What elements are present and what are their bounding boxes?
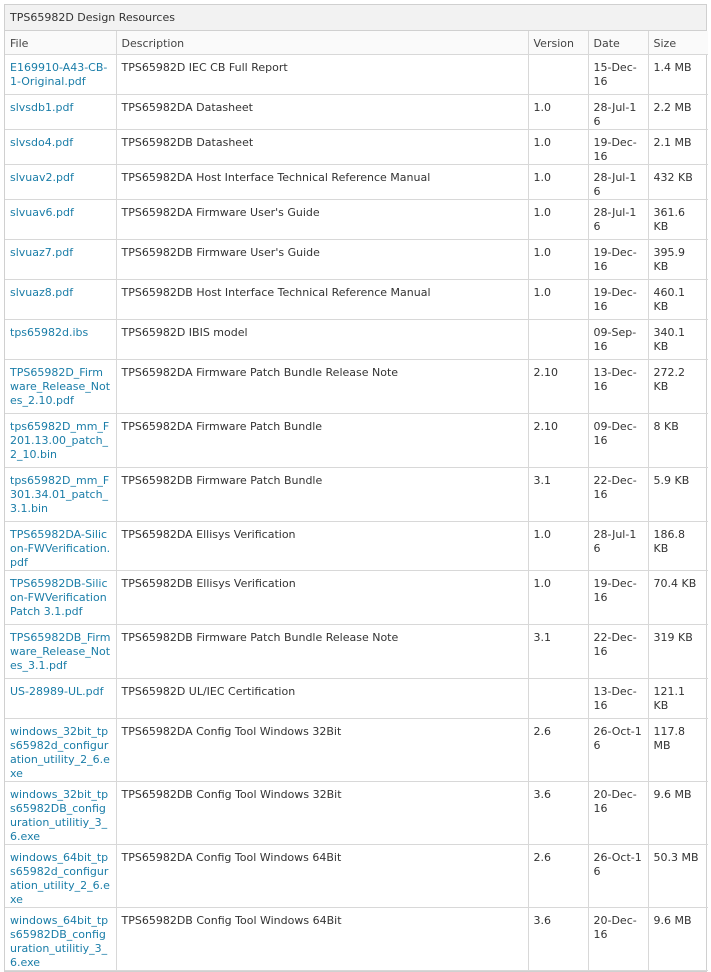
version-cell: 3.1	[528, 625, 588, 679]
description-cell: TPS65982DB Datasheet	[116, 130, 528, 165]
file-link[interactable]: TPS65982DB-Silicon-FWVerification Patch 3.1.pdf	[10, 577, 108, 618]
file-cell	[5, 414, 116, 468]
column-header-size: Size	[648, 31, 708, 55]
date-cell: 22-Dec-16	[588, 468, 648, 522]
file-cell	[5, 55, 116, 95]
date-cell: 09-Sep-16	[588, 320, 648, 360]
date-cell: 26-Oct-16	[588, 719, 648, 782]
file-cell	[5, 240, 116, 280]
date-cell: 20-Dec-16	[588, 908, 648, 971]
file-cell	[5, 95, 116, 130]
table-row	[5, 55, 708, 95]
file-cell	[5, 625, 116, 679]
version-cell: 3.1	[528, 468, 588, 522]
size-cell: 70.4 KB	[648, 571, 708, 625]
column-header-description: Description	[116, 31, 528, 55]
description-cell: TPS65982DB Firmware Patch Bundle	[116, 468, 528, 522]
file-cell	[5, 845, 116, 908]
file-link[interactable]: US-28989-UL.pdf	[10, 685, 104, 698]
column-header-date: Date	[588, 31, 648, 55]
size-cell: 8 KB	[648, 414, 708, 468]
design-resources-panel	[4, 4, 707, 972]
table-row	[5, 200, 708, 240]
version-cell: 1.0	[528, 165, 588, 200]
file-link[interactable]: slvuav6.pdf	[10, 206, 74, 219]
file-link[interactable]: TPS65982DB_Firmware_Release_Notes_3.1.pdf	[10, 631, 111, 672]
description-cell: TPS65982DA Firmware Patch Bundle	[116, 414, 528, 468]
date-cell: 19-Dec-16	[588, 240, 648, 280]
file-cell	[5, 165, 116, 200]
resources-table	[5, 31, 708, 971]
table-row	[5, 468, 708, 522]
table-row	[5, 679, 708, 719]
date-cell: 19-Dec-16	[588, 280, 648, 320]
file-link[interactable]: slvsdo4.pdf	[10, 136, 74, 149]
description-cell: TPS65982DA Ellisys Verification	[116, 522, 528, 571]
description-cell: TPS65982DB Config Tool Windows 64Bit	[116, 908, 528, 971]
file-cell	[5, 320, 116, 360]
version-cell: 2.10	[528, 414, 588, 468]
size-cell: 2.1 MB	[648, 130, 708, 165]
file-link[interactable]: windows_64bit_tps65982d_configuration_utility_2_6.exe	[10, 851, 110, 906]
file-link[interactable]: tps65982D_mm_F201.13.00_patch_2_10.bin	[10, 420, 110, 461]
version-cell: 2.6	[528, 719, 588, 782]
file-link[interactable]: E169910-A43-CB-1-Original.pdf	[10, 61, 108, 88]
date-cell: 26-Oct-16	[588, 845, 648, 908]
table-row	[5, 522, 708, 571]
description-cell: TPS65982DB Ellisys Verification	[116, 571, 528, 625]
file-link[interactable]: TPS65982DA-Silicon-FWVerification.pdf	[10, 528, 111, 569]
table-row	[5, 165, 708, 200]
size-cell: 2.2 MB	[648, 95, 708, 130]
size-cell: 395.9 KB	[648, 240, 708, 280]
description-cell: TPS65982D IBIS model	[116, 320, 528, 360]
description-cell: TPS65982DA Datasheet	[116, 95, 528, 130]
table-row	[5, 571, 708, 625]
size-cell: 9.6 MB	[648, 782, 708, 845]
description-cell: TPS65982D IEC CB Full Report	[116, 55, 528, 95]
table-row	[5, 130, 708, 165]
version-cell	[528, 679, 588, 719]
size-cell: 432 KB	[648, 165, 708, 200]
file-cell	[5, 360, 116, 414]
version-cell: 2.10	[528, 360, 588, 414]
file-cell	[5, 908, 116, 971]
version-cell: 2.6	[528, 845, 588, 908]
file-cell	[5, 468, 116, 522]
description-cell: TPS65982DB Firmware Patch Bundle Release Note	[116, 625, 528, 679]
file-link[interactable]: TPS65982D_Firmware_Release_Notes_2.10.pdf	[10, 366, 111, 407]
version-cell: 1.0	[528, 200, 588, 240]
description-cell: TPS65982DB Firmware User's Guide	[116, 240, 528, 280]
size-cell: 361.6 KB	[648, 200, 708, 240]
size-cell: 340.1 KB	[648, 320, 708, 360]
column-header-version: Version	[528, 31, 588, 55]
file-link[interactable]: tps65982D_mm_F301.34.01_patch_3.1.bin	[10, 474, 110, 515]
date-cell: 19-Dec-16	[588, 571, 648, 625]
size-cell: 319 KB	[648, 625, 708, 679]
description-cell: TPS65982DA Config Tool Windows 32Bit	[116, 719, 528, 782]
file-cell	[5, 571, 116, 625]
table-row	[5, 625, 708, 679]
table-caption: TPS65982D Design Resources	[5, 5, 706, 31]
date-cell: 13-Dec-16	[588, 679, 648, 719]
version-cell	[528, 320, 588, 360]
description-cell: TPS65982DA Config Tool Windows 64Bit	[116, 845, 528, 908]
column-header-file: File	[5, 31, 116, 55]
description-cell: TPS65982DB Host Interface Technical Reference Manual	[116, 280, 528, 320]
file-link[interactable]: slvsdb1.pdf	[10, 101, 74, 114]
date-cell: 13-Dec-16	[588, 360, 648, 414]
file-link[interactable]: windows_32bit_tps65982d_configuration_utility_2_6.exe	[10, 725, 110, 780]
file-cell	[5, 782, 116, 845]
file-link[interactable]: slvuaz8.pdf	[10, 286, 74, 299]
file-link[interactable]: slvuav2.pdf	[10, 171, 74, 184]
file-cell	[5, 522, 116, 571]
table-row	[5, 845, 708, 908]
date-cell: 09-Dec-16	[588, 414, 648, 468]
date-cell: 19-Dec-16	[588, 130, 648, 165]
file-link[interactable]: windows_64bit_tps65982DB_configuration_utilitiy_3_6.exe	[10, 914, 109, 969]
table-row	[5, 280, 708, 320]
table-row	[5, 719, 708, 782]
description-cell: TPS65982DB Config Tool Windows 32Bit	[116, 782, 528, 845]
file-cell	[5, 280, 116, 320]
file-cell	[5, 679, 116, 719]
date-cell: 28-Jul-16	[588, 522, 648, 571]
description-cell: TPS65982DA Firmware User's Guide	[116, 200, 528, 240]
table-row	[5, 908, 708, 971]
date-cell: 28-Jul-16	[588, 165, 648, 200]
date-cell: 20-Dec-16	[588, 782, 648, 845]
file-link[interactable]: slvuaz7.pdf	[10, 246, 74, 259]
version-cell: 1.0	[528, 571, 588, 625]
size-cell: 9.6 MB	[648, 908, 708, 971]
table-row	[5, 782, 708, 845]
file-link[interactable]: windows_32bit_tps65982DB_configuration_utilitiy_3_6.exe	[10, 788, 109, 843]
date-cell: 28-Jul-16	[588, 95, 648, 130]
date-cell: 28-Jul-16	[588, 200, 648, 240]
version-cell	[528, 55, 588, 95]
description-cell: TPS65982DA Firmware Patch Bundle Release Note	[116, 360, 528, 414]
size-cell: 121.1 KB	[648, 679, 708, 719]
table-row	[5, 360, 708, 414]
table-row	[5, 414, 708, 468]
description-cell: TPS65982DA Host Interface Technical Reference Manual	[116, 165, 528, 200]
version-cell: 1.0	[528, 240, 588, 280]
date-cell: 22-Dec-16	[588, 625, 648, 679]
size-cell: 117.8 MB	[648, 719, 708, 782]
size-cell: 460.1 KB	[648, 280, 708, 320]
file-cell	[5, 719, 116, 782]
file-cell	[5, 130, 116, 165]
size-cell: 272.2 KB	[648, 360, 708, 414]
version-cell: 1.0	[528, 130, 588, 165]
version-cell: 1.0	[528, 95, 588, 130]
version-cell: 1.0	[528, 280, 588, 320]
size-cell: 1.4 MB	[648, 55, 708, 95]
file-link[interactable]: tps65982d.ibs	[10, 326, 89, 339]
size-cell: 5.9 KB	[648, 468, 708, 522]
version-cell: 1.0	[528, 522, 588, 571]
file-cell	[5, 200, 116, 240]
date-cell: 15-Dec-16	[588, 55, 648, 95]
version-cell: 3.6	[528, 782, 588, 845]
table-row	[5, 95, 708, 130]
table-row	[5, 320, 708, 360]
size-cell: 50.3 MB	[648, 845, 708, 908]
size-cell: 186.8 KB	[648, 522, 708, 571]
version-cell: 3.6	[528, 908, 588, 971]
header-row	[5, 31, 708, 55]
description-cell: TPS65982D UL/IEC Certification	[116, 679, 528, 719]
table-row	[5, 240, 708, 280]
